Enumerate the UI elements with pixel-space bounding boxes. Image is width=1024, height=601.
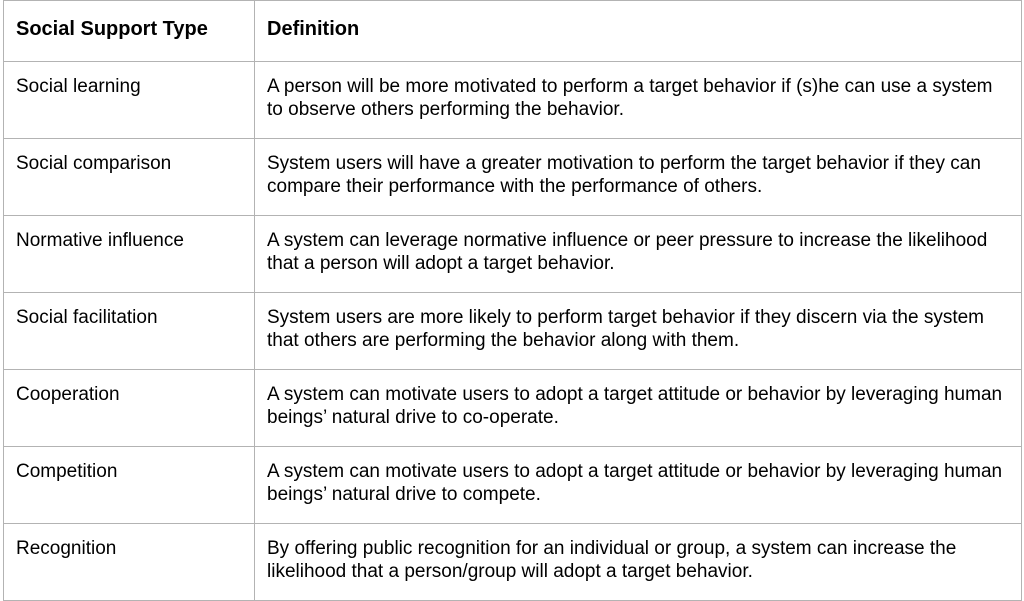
support-definition: A system can motivate users to adopt a target attitude or behavior by leveraging human beings’ natural drive to compete.: [267, 461, 1003, 505]
support-definition: A system can leverage normative influence or peer pressure to increase the likelihood that a person will adopt a target behavior.: [267, 230, 988, 274]
definition-cell: [255, 62, 1022, 139]
table-row: [4, 293, 1022, 370]
support-type: Competition: [16, 461, 118, 482]
support-type: Cooperation: [16, 384, 120, 405]
header-label-type: Social Support Type: [16, 18, 208, 40]
type-cell: [4, 370, 255, 447]
type-cell: [4, 293, 255, 370]
type-cell: [4, 139, 255, 216]
support-type: Social comparison: [16, 153, 172, 174]
definition-cell: [255, 293, 1022, 370]
header-row: [4, 1, 1022, 62]
type-cell: [4, 447, 255, 524]
support-definition: System users are more likely to perform target behavior if they discern via the system that others are performing the behavior along with them.: [267, 307, 984, 351]
definition-cell: [255, 524, 1022, 601]
support-definition: System users will have a greater motivation to perform the target behavior if they can compare their performance with the performance of others.: [267, 153, 981, 197]
header-cell-definition: [255, 1, 1022, 62]
header-cell-type: [4, 1, 255, 62]
type-cell: [4, 62, 255, 139]
type-cell: [4, 216, 255, 293]
social-support-table: [3, 0, 1022, 601]
definition-cell: [255, 216, 1022, 293]
table-row: [4, 216, 1022, 293]
table-row: [4, 447, 1022, 524]
definition-cell: [255, 447, 1022, 524]
support-definition: By offering public recognition for an individual or group, a system can increase the likelihood that a person/group will adopt a target behavior.: [267, 538, 957, 582]
table-row: [4, 524, 1022, 601]
header-label-definition: Definition: [267, 18, 360, 40]
table-row: [4, 370, 1022, 447]
definition-cell: [255, 139, 1022, 216]
table-row: [4, 62, 1022, 139]
social-support-table-container: [3, 0, 1021, 598]
support-type: Social facilitation: [16, 307, 158, 328]
support-definition: A system can motivate users to adopt a target attitude or behavior by leveraging human beings’ natural drive to co-operate.: [267, 384, 1003, 428]
definition-cell: [255, 370, 1022, 447]
support-type: Normative influence: [16, 230, 184, 251]
type-cell: [4, 524, 255, 601]
support-definition: A person will be more motivated to perform a target behavior if (s)he can use a system to observe others performing the behavior.: [267, 76, 993, 120]
support-type: Recognition: [16, 538, 117, 559]
support-type: Social learning: [16, 76, 141, 97]
table-row: [4, 139, 1022, 216]
